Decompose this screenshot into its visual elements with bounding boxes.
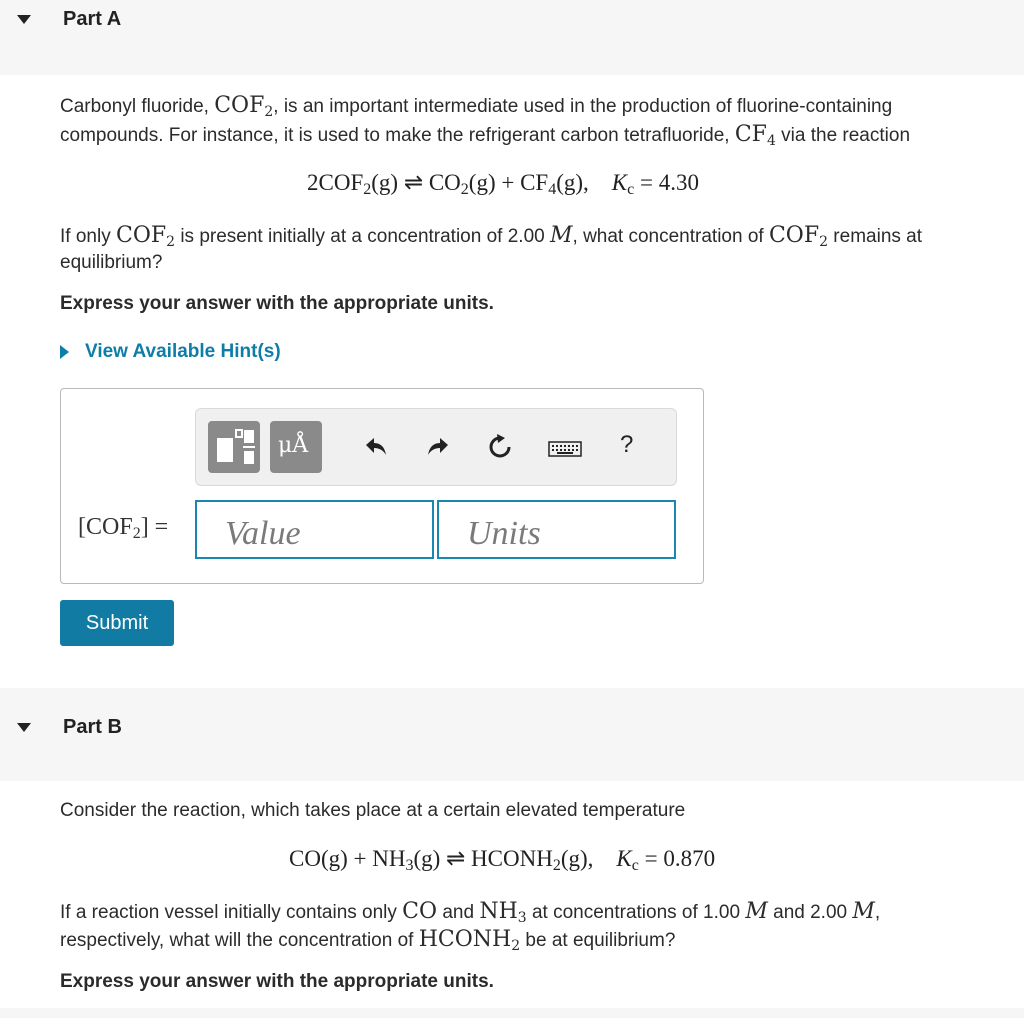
part-a-question-line1: If only $COF_2$ is present initially at a concentration of 2.00 M, what concentration of $COF_2$ remains at — [60, 223, 923, 250]
collapse-triangle-icon[interactable] — [17, 723, 31, 732]
part-b-title: Part B — [63, 716, 122, 738]
submit-button[interactable]: Submit — [60, 600, 174, 646]
templates-button[interactable] — [208, 421, 260, 473]
part-a-header[interactable] — [0, 0, 1024, 75]
bottom-strip — [0, 1008, 1024, 1018]
part-a-question-line2: equilibrium? — [60, 252, 163, 273]
templates-icon — [208, 421, 260, 473]
math-toolbar — [195, 408, 677, 486]
units-icon: μÅ — [278, 433, 309, 458]
part-b-question-line1: If a reaction vessel initially contains only CO and $NH_3$ at concentrations of 1.00 M and 2.00 M, — [60, 899, 881, 926]
units-button[interactable] — [270, 421, 322, 473]
part-a-equation: 2COF2(g) ⇌ CO2(g) + CF4(g), Kc = 4.30 — [307, 170, 699, 198]
help-icon[interactable]: ? — [620, 431, 634, 458]
part-b-instruction: Express your answer with the appropriate units. — [60, 971, 494, 992]
part-b-question-line2: respectively, what will the concentration of $HCONH_2$ be at equilibrium? — [60, 927, 676, 954]
part-a-intro-line2: compounds. For instance, it is used to make the refrigerant carbon tetrafluoride, $CF_4$ via the reaction — [60, 122, 911, 149]
expand-triangle-icon — [60, 345, 69, 359]
keyboard-icon[interactable] — [548, 441, 582, 457]
value-input[interactable] — [195, 500, 434, 559]
view-hints-link[interactable] — [60, 341, 281, 363]
part-a-intro-line1: Carbonyl fluoride, $COF_2$, is an important intermediate used in the production of fluorine-containing — [60, 93, 893, 120]
view-hints-label: View Available Hint(s) — [85, 341, 281, 362]
reset-icon[interactable] — [486, 433, 514, 461]
collapse-triangle-icon[interactable] — [17, 15, 31, 24]
part-a-instruction: Express your answer with the appropriate units. — [60, 293, 494, 314]
undo-icon[interactable] — [362, 435, 390, 459]
part-a-title: Part A — [63, 8, 122, 30]
part-b-equation: CO(g) + NH3(g) ⇌ HCONH2(g), Kc = 0.870 — [289, 846, 716, 874]
units-input[interactable] — [437, 500, 676, 559]
cof2-label: [COF2] = — [78, 514, 169, 542]
answer-box — [60, 388, 704, 584]
part-b-header[interactable] — [0, 688, 1024, 781]
part-b-intro: Consider the reaction, which takes place at a certain elevated temperature — [60, 800, 686, 821]
redo-icon[interactable] — [424, 435, 452, 459]
